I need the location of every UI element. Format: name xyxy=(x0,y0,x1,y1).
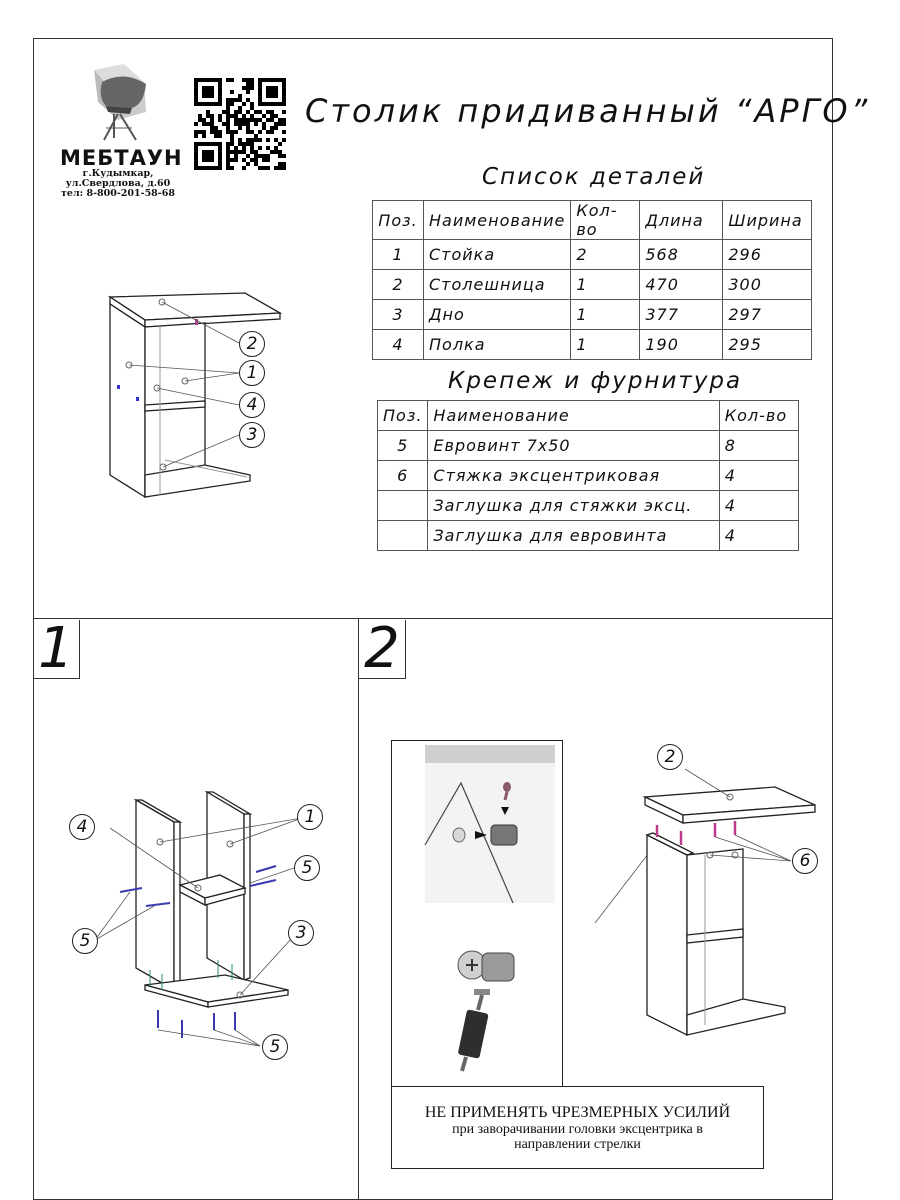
table-row xyxy=(373,300,812,330)
table-cell xyxy=(378,491,428,521)
qr-code-icon xyxy=(194,78,286,170)
section-divider-vertical xyxy=(358,618,359,1200)
table-cell: 296 xyxy=(723,240,812,270)
table-cell: Заглушка для евровинта xyxy=(428,521,719,551)
step-1-callout-5-right: 5 xyxy=(294,855,320,881)
table-row xyxy=(378,491,799,521)
table-cell: 1 xyxy=(571,270,640,300)
table-cell: 190 xyxy=(640,330,723,360)
table-cell: 4 xyxy=(719,491,798,521)
fastener-parts-photo xyxy=(440,925,520,1075)
address-city: г.Кудымкар, xyxy=(82,168,154,179)
table-cell: 470 xyxy=(640,270,723,300)
step-1-callout-5-left: 5 xyxy=(72,928,98,954)
table-cell: Стяжка эксцентриковая xyxy=(428,461,719,491)
step-2-callout-2: 2 xyxy=(657,744,683,770)
address-street: ул.Свердлова, д.60 xyxy=(65,178,171,189)
table-row xyxy=(378,431,799,461)
table-cell: 8 xyxy=(719,431,798,461)
step-1-callout-1: 1 xyxy=(297,804,323,830)
fasteners-heading: Крепеж и фурнитура xyxy=(448,368,743,394)
fasteners-column-header: Наименование xyxy=(428,401,719,431)
table-cell: 1 xyxy=(571,330,640,360)
step-1-callout-4: 4 xyxy=(69,814,95,840)
fasteners-column-header: Кол-во xyxy=(719,401,798,431)
brand-address xyxy=(48,169,188,199)
parts-column-header: Длина xyxy=(640,201,723,240)
table-cell: 5 xyxy=(378,431,428,461)
chair-logo-icon xyxy=(84,62,164,142)
table-cell: 300 xyxy=(723,270,812,300)
table-cell xyxy=(378,521,428,551)
table-cell: Дно xyxy=(424,300,571,330)
parts-header-row xyxy=(373,201,812,240)
step-1-number: 1 xyxy=(33,620,80,679)
table-row xyxy=(373,330,812,360)
table-row xyxy=(378,461,799,491)
table-cell: Стойка xyxy=(424,240,571,270)
overview-callout-2: 2 xyxy=(239,331,265,357)
overview-callout-1: 1 xyxy=(239,360,265,386)
warning-detail-line-1: при заворачивании головки эксцентрика в xyxy=(452,1122,703,1137)
step-2-drawing xyxy=(595,745,795,1035)
table-cell: 4 xyxy=(719,521,798,551)
table-cell: 568 xyxy=(640,240,723,270)
table-cell: 2 xyxy=(571,240,640,270)
table-row xyxy=(373,240,812,270)
section-divider-horizontal xyxy=(33,618,833,619)
step-1-drawing xyxy=(80,780,310,1040)
warning-main-text: НЕ ПРИМЕНЯТЬ ЧРЕЗМЕРНЫХ УСИЛИЙ xyxy=(424,1104,731,1121)
parts-column-header: Наименование xyxy=(424,201,571,240)
table-cell: 295 xyxy=(723,330,812,360)
table-cell: 377 xyxy=(640,300,723,330)
address-phone: тел: 8-800-201-58-68 xyxy=(61,188,175,199)
table-cell: 4 xyxy=(373,330,424,360)
brand-name: МЕБТАУН xyxy=(60,146,183,170)
table-cell: 3 xyxy=(373,300,424,330)
parts-column-header: Поз. xyxy=(373,201,424,240)
overview-callout-3: 3 xyxy=(239,422,265,448)
table-cell: Столешница xyxy=(424,270,571,300)
document-title: Столик придиванный “АРГО” xyxy=(305,92,871,130)
table-cell: 6 xyxy=(378,461,428,491)
warning-detail-line-2: направлении стрелки xyxy=(514,1137,641,1152)
table-cell: 4 xyxy=(719,461,798,491)
fasteners-table xyxy=(377,400,799,551)
table-cell: 1 xyxy=(373,240,424,270)
parts-table xyxy=(372,200,812,360)
parts-column-header: Кол-во xyxy=(571,201,640,240)
fasteners-column-header: Поз. xyxy=(378,401,428,431)
table-cell: 297 xyxy=(723,300,812,330)
table-cell: 2 xyxy=(373,270,424,300)
warning-box xyxy=(391,1086,764,1169)
table-cell: Заглушка для стяжки эксц. xyxy=(428,491,719,521)
step-2-callout-6: 6 xyxy=(792,848,818,874)
eccentric-detail-drawing xyxy=(425,745,555,905)
step-1-callout-3: 3 xyxy=(288,920,314,946)
parts-heading: Список деталей xyxy=(482,164,706,190)
step-1-callout-5-bottom: 5 xyxy=(262,1034,288,1060)
fasteners-header-row xyxy=(378,401,799,431)
table-row xyxy=(378,521,799,551)
overview-callout-4: 4 xyxy=(239,392,265,418)
parts-column-header: Ширина xyxy=(723,201,812,240)
table-cell: 1 xyxy=(571,300,640,330)
step-2-number: 2 xyxy=(359,620,406,679)
table-cell: Евровинт 7х50 xyxy=(428,431,719,461)
table-cell: Полка xyxy=(424,330,571,360)
table-row xyxy=(373,270,812,300)
